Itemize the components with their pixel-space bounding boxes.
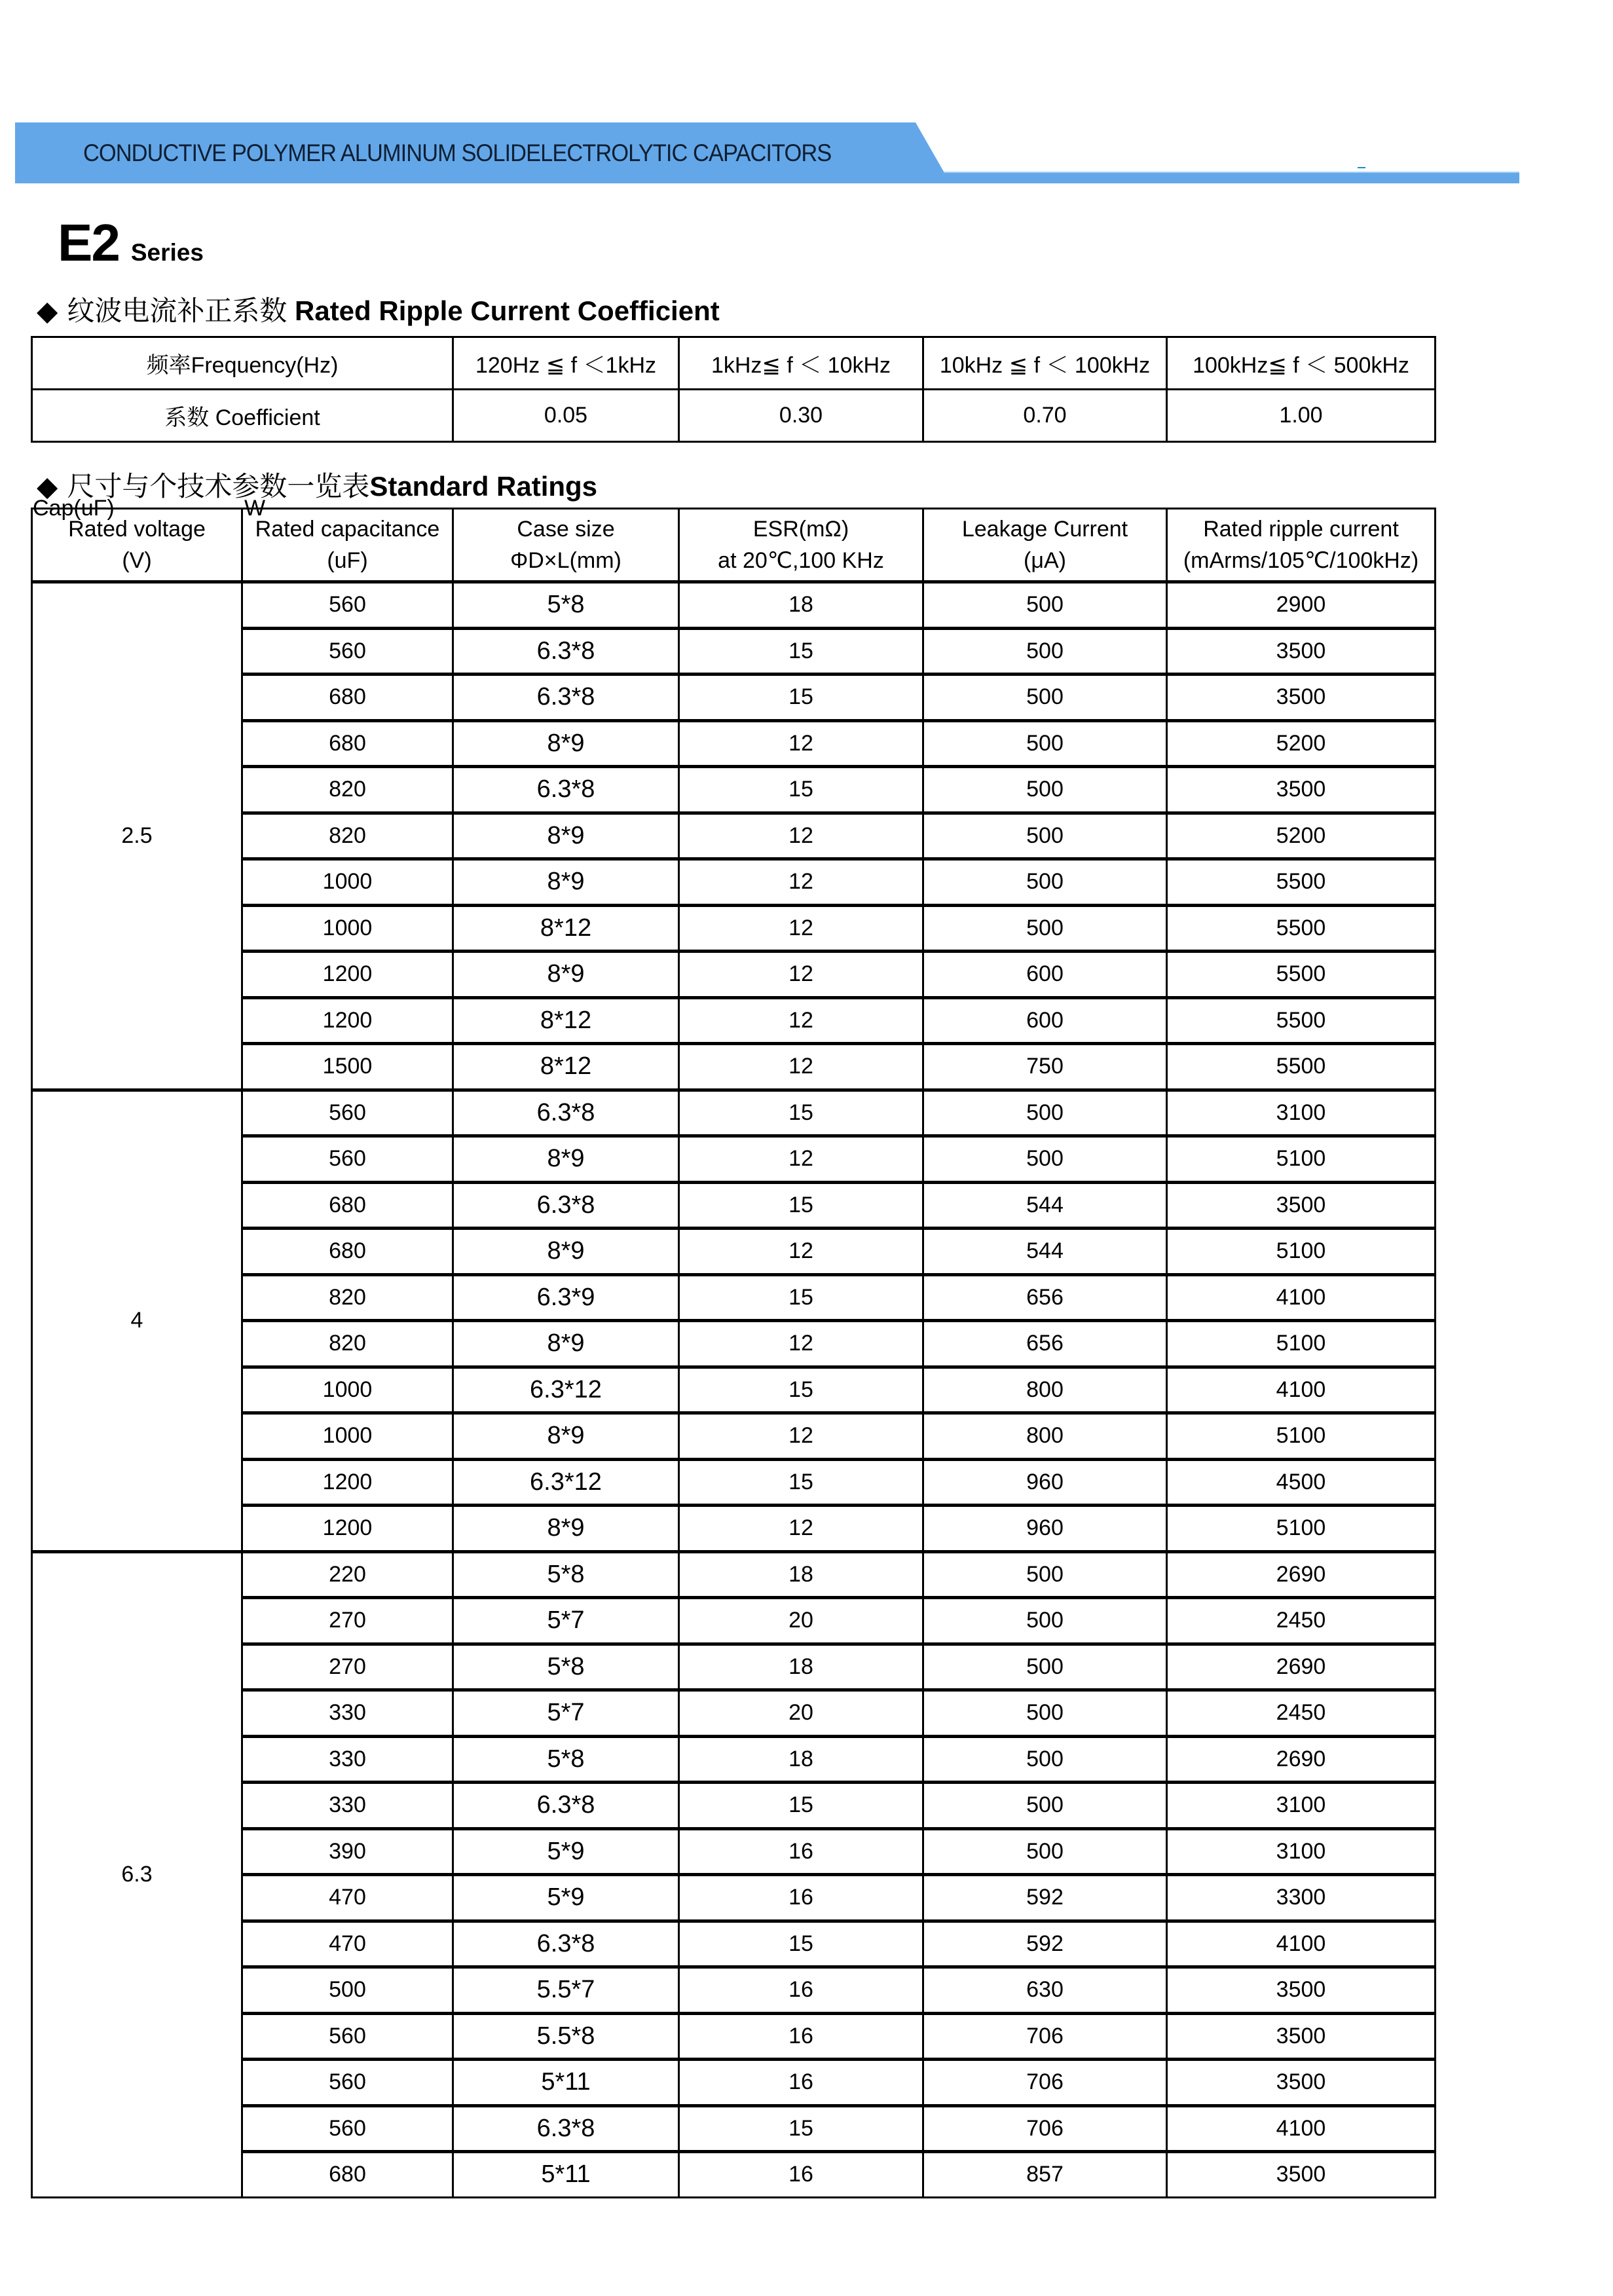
esr-cell: 12 (679, 952, 923, 998)
capacitance-cell: 560 (242, 2060, 453, 2106)
capacitance-cell: 680 (242, 2152, 453, 2198)
esr-cell: 12 (679, 1229, 923, 1275)
ripple-cell: 5500 (1167, 997, 1436, 1044)
series-name: E2 (58, 213, 119, 272)
row-label: 频率Frequency(Hz) (32, 337, 453, 390)
ripple-cell: 3500 (1167, 2152, 1436, 2198)
capacitance-cell: 820 (242, 1274, 453, 1321)
leakage-cell: 800 (923, 1413, 1167, 1460)
ripple-cell: 3500 (1167, 1967, 1436, 2014)
esr-cell: 16 (679, 2152, 923, 2198)
ripple-cell: 4100 (1167, 1367, 1436, 1413)
leakage-cell: 500 (923, 1551, 1167, 1598)
esr-cell: 12 (679, 1044, 923, 1090)
ripple-cell: 5100 (1167, 1136, 1436, 1183)
table-row (32, 1321, 1436, 1367)
table-row (32, 1921, 1436, 1967)
esr-cell: 12 (679, 720, 923, 767)
table-row (32, 2013, 1436, 2060)
ripple-cell: 2690 (1167, 1644, 1436, 1690)
leakage-cell: 656 (923, 1321, 1167, 1367)
capacitance-cell: 680 (242, 675, 453, 721)
leakage-cell: 500 (923, 1690, 1167, 1737)
case-size-cell: 6.3*8 (453, 2105, 679, 2152)
ripple-cell: 2690 (1167, 1551, 1436, 1598)
header-banner (15, 122, 1519, 183)
esr-cell: 15 (679, 1921, 923, 1967)
case-size-cell: 5*7 (453, 1598, 679, 1644)
table-row (32, 1736, 1436, 1783)
case-size-cell: 8*12 (453, 997, 679, 1044)
capacitance-cell: 470 (242, 1875, 453, 1921)
case-size-cell: 5*9 (453, 1828, 679, 1875)
table-row (32, 1459, 1436, 1506)
ripple-coefficient-heading (37, 289, 720, 329)
ripple-cell: 2690 (1167, 1736, 1436, 1783)
table-row (32, 1506, 1436, 1552)
table-row (32, 1551, 1436, 1598)
ripple-cell: 3500 (1167, 675, 1436, 721)
esr-cell: 12 (679, 905, 923, 952)
table-row (32, 952, 1436, 998)
case-size-cell: 8*9 (453, 813, 679, 859)
leakage-cell: 500 (923, 582, 1167, 629)
table-cell: 10kHz ≦ f ＜ 100kHz (923, 337, 1167, 390)
ripple-cell: 3500 (1167, 1182, 1436, 1229)
ripple-cell: 2900 (1167, 582, 1436, 629)
leakage-cell: 656 (923, 1274, 1167, 1321)
capacitance-cell: 1200 (242, 1459, 453, 1506)
table-row (32, 1274, 1436, 1321)
esr-cell: 15 (679, 1783, 923, 1829)
esr-cell: 20 (679, 1690, 923, 1737)
case-size-cell: 5.5*8 (453, 2013, 679, 2060)
table-row (32, 1136, 1436, 1183)
esr-cell: 18 (679, 1551, 923, 1598)
esr-cell: 18 (679, 1644, 923, 1690)
capacitance-cell: 1000 (242, 1413, 453, 1460)
leakage-cell: 706 (923, 2060, 1167, 2106)
leakage-cell: 706 (923, 2013, 1167, 2060)
diamond-bullet-icon: ◆ (37, 295, 58, 326)
case-size-cell: 5*8 (453, 1736, 679, 1783)
table-row (32, 1090, 1436, 1136)
ripple-cell: 5100 (1167, 1413, 1436, 1460)
esr-cell: 20 (679, 1598, 923, 1644)
esr-cell: 15 (679, 2105, 923, 2152)
capacitance-cell: 1200 (242, 1506, 453, 1552)
column-header-leakage: Leakage Current (μA) (923, 509, 1167, 582)
case-size-cell: 8*9 (453, 1413, 679, 1460)
case-size-cell: 8*9 (453, 1506, 679, 1552)
coefficient-row (32, 390, 1436, 442)
case-size-cell: 5*8 (453, 582, 679, 629)
leakage-cell: 500 (923, 1736, 1167, 1783)
table-row (32, 813, 1436, 859)
leakage-cell: 600 (923, 997, 1167, 1044)
rated-voltage-cell: 2.5 (32, 582, 242, 1090)
capacitance-cell: 820 (242, 1321, 453, 1367)
ripple-cell: 5500 (1167, 905, 1436, 952)
case-size-cell: 6.3*8 (453, 1921, 679, 1967)
cap-overlay-label: Cap(uF) (33, 496, 115, 521)
ripple-cell: 5100 (1167, 1229, 1436, 1275)
leakage-cell: 500 (923, 1136, 1167, 1183)
esr-cell: 15 (679, 1367, 923, 1413)
ripple-cell: 2450 (1167, 1690, 1436, 1737)
case-size-cell: 6.3*9 (453, 1274, 679, 1321)
table-cell: 1.00 (1167, 390, 1436, 442)
table-row (32, 2060, 1436, 2106)
ripple-cell: 5500 (1167, 1044, 1436, 1090)
diamond-bullet-icon: ◆ (37, 471, 58, 502)
leakage-cell: 592 (923, 1921, 1167, 1967)
ripple-cell: 3500 (1167, 767, 1436, 813)
capacitance-cell: 1500 (242, 1044, 453, 1090)
table-row (32, 1229, 1436, 1275)
capacitance-cell: 390 (242, 1828, 453, 1875)
capacitance-cell: 560 (242, 1136, 453, 1183)
capacitance-cell: 330 (242, 1783, 453, 1829)
ripple-cell: 3300 (1167, 1875, 1436, 1921)
esr-cell: 15 (679, 1274, 923, 1321)
capacitance-cell: 560 (242, 1090, 453, 1136)
leakage-cell: 592 (923, 1875, 1167, 1921)
ripple-cell: 4100 (1167, 1921, 1436, 1967)
capacitance-cell: 1000 (242, 859, 453, 906)
esr-cell: 12 (679, 813, 923, 859)
leakage-cell: 706 (923, 2105, 1167, 2152)
ripple-cell: 3100 (1167, 1828, 1436, 1875)
leakage-cell: 750 (923, 1044, 1167, 1090)
column-header-ripple: Rated ripple current (mArms/105℃/100kHz) (1167, 509, 1436, 582)
case-size-cell: 5*9 (453, 1875, 679, 1921)
ripple-cell: 5500 (1167, 952, 1436, 998)
header-row (32, 509, 1436, 582)
ripple-cell: 4100 (1167, 1274, 1436, 1321)
capacitance-cell: 820 (242, 767, 453, 813)
leakage-cell: 500 (923, 675, 1167, 721)
esr-cell: 18 (679, 582, 923, 629)
standard-ratings-heading (37, 465, 597, 504)
case-size-cell: 8*12 (453, 905, 679, 952)
ripple-cell: 4100 (1167, 2105, 1436, 2152)
table-row (32, 859, 1436, 906)
capacitance-cell: 560 (242, 582, 453, 629)
column-header-capacitance: Rated capacitance (uF) (242, 509, 453, 582)
table-row (32, 1783, 1436, 1829)
esr-cell: 16 (679, 2060, 923, 2106)
table-row (32, 1367, 1436, 1413)
table-row (32, 1182, 1436, 1229)
case-size-cell: 6.3*8 (453, 1090, 679, 1136)
capacitance-cell: 560 (242, 2013, 453, 2060)
case-size-cell: 8*9 (453, 1229, 679, 1275)
w-overlay-label: W (244, 496, 266, 521)
table-row (32, 675, 1436, 721)
esr-cell: 15 (679, 767, 923, 813)
esr-cell: 12 (679, 859, 923, 906)
case-size-cell: 6.3*8 (453, 1783, 679, 1829)
table-cell: 0.70 (923, 390, 1167, 442)
leakage-cell: 544 (923, 1229, 1167, 1275)
ripple-cell: 3100 (1167, 1783, 1436, 1829)
leakage-cell: 500 (923, 1644, 1167, 1690)
esr-cell: 16 (679, 1828, 923, 1875)
esr-cell: 15 (679, 1090, 923, 1136)
series-title (58, 213, 204, 273)
case-size-cell: 6.3*12 (453, 1367, 679, 1413)
table-cell: 0.05 (453, 390, 679, 442)
ripple-cell: 5500 (1167, 859, 1436, 906)
capacitance-cell: 820 (242, 813, 453, 859)
rated-voltage-cell: 4 (32, 1090, 242, 1551)
heading-cn: 纹波电流补正系数 (67, 295, 287, 326)
banner-title: CONDUCTIVE POLYMER ALUMINUM SOLIDELECTROLYTIC CAPACITORS (83, 139, 832, 166)
capacitance-cell: 1000 (242, 1367, 453, 1413)
table-row (32, 2105, 1436, 2152)
table-row (32, 2152, 1436, 2198)
esr-cell: 12 (679, 1413, 923, 1460)
ripple-cell: 3500 (1167, 2060, 1436, 2106)
capacitance-cell: 470 (242, 1921, 453, 1967)
esr-cell: 12 (679, 997, 923, 1044)
table-row (32, 997, 1436, 1044)
leakage-cell: 500 (923, 905, 1167, 952)
capacitance-cell: 560 (242, 628, 453, 675)
case-size-cell: 8*9 (453, 859, 679, 906)
table-row (32, 905, 1436, 952)
capacitance-cell: 680 (242, 1229, 453, 1275)
esr-cell: 12 (679, 1321, 923, 1367)
capacitance-cell: 560 (242, 2105, 453, 2152)
case-size-cell: 6.3*8 (453, 767, 679, 813)
ripple-cell: 5100 (1167, 1506, 1436, 1552)
case-size-cell: 8*12 (453, 1044, 679, 1090)
case-size-cell: 6.3*12 (453, 1459, 679, 1506)
case-size-cell: 5*8 (453, 1551, 679, 1598)
esr-cell: 18 (679, 1736, 923, 1783)
leakage-cell: 500 (923, 1783, 1167, 1829)
table-row (32, 1828, 1436, 1875)
leakage-cell: 800 (923, 1367, 1167, 1413)
leakage-cell: 500 (923, 1598, 1167, 1644)
leakage-cell: 857 (923, 2152, 1167, 2198)
capacitance-cell: 1000 (242, 905, 453, 952)
leakage-cell: 600 (923, 952, 1167, 998)
leakage-cell: 500 (923, 767, 1167, 813)
capacitance-cell: 220 (242, 1551, 453, 1598)
capacitance-cell: 1200 (242, 952, 453, 998)
column-header-voltage: Rated voltage (V) (32, 509, 242, 582)
capacitance-cell: 270 (242, 1644, 453, 1690)
capacitance-cell: 680 (242, 720, 453, 767)
ripple-cell: 5200 (1167, 813, 1436, 859)
case-size-cell: 6.3*8 (453, 628, 679, 675)
frequency-row (32, 337, 1436, 390)
esr-cell: 15 (679, 628, 923, 675)
standard-ratings-table (31, 508, 1436, 2198)
table-row (32, 1413, 1436, 1460)
esr-cell: 16 (679, 1875, 923, 1921)
table-row (32, 1644, 1436, 1690)
esr-cell: 15 (679, 675, 923, 721)
heading-cn: 尺寸与个技术参数一览表 (67, 471, 370, 502)
table-row (32, 582, 1436, 629)
ripple-cell: 3500 (1167, 628, 1436, 675)
table-row (32, 1875, 1436, 1921)
leakage-cell: 500 (923, 628, 1167, 675)
capacitance-cell: 680 (242, 1182, 453, 1229)
case-size-cell: 8*9 (453, 1321, 679, 1367)
column-header-case-size: Case size ΦD×L(mm) (453, 509, 679, 582)
case-size-cell: 5*8 (453, 1644, 679, 1690)
column-header-esr: ESR(mΩ) at 20℃,100 KHz (679, 509, 923, 582)
table-cell: 120Hz ≦ f ＜1kHz (453, 337, 679, 390)
capacitance-cell: 330 (242, 1690, 453, 1737)
case-size-cell: 6.3*8 (453, 675, 679, 721)
esr-cell: 16 (679, 1967, 923, 2014)
capacitance-cell: 270 (242, 1598, 453, 1644)
row-label: 系数 Coefficient (32, 390, 453, 442)
esr-cell: 12 (679, 1136, 923, 1183)
table-cell: 100kHz≦ f ＜ 500kHz (1167, 337, 1436, 390)
table-row (32, 720, 1436, 767)
table-cell: 1kHz≦ f ＜ 10kHz (679, 337, 923, 390)
ripple-cell: 2450 (1167, 1598, 1436, 1644)
leakage-cell: 630 (923, 1967, 1167, 2014)
capacitance-cell: 330 (242, 1736, 453, 1783)
table-row (32, 628, 1436, 675)
ripple-cell: 4500 (1167, 1459, 1436, 1506)
ripple-cell: 5100 (1167, 1321, 1436, 1367)
table-row (32, 767, 1436, 813)
case-size-cell: 5*11 (453, 2152, 679, 2198)
esr-cell: 15 (679, 1182, 923, 1229)
table-row (32, 1690, 1436, 1737)
esr-cell: 12 (679, 1506, 923, 1552)
case-size-cell: 5*11 (453, 2060, 679, 2106)
series-label: Series (130, 239, 204, 266)
table-row (32, 1598, 1436, 1644)
case-size-cell: 6.3*8 (453, 1182, 679, 1229)
esr-cell: 15 (679, 1459, 923, 1506)
capacitance-cell: 1200 (242, 997, 453, 1044)
case-size-cell: 8*9 (453, 1136, 679, 1183)
leakage-cell: 500 (923, 1090, 1167, 1136)
leakage-cell: 500 (923, 813, 1167, 859)
table-cell: 0.30 (679, 390, 923, 442)
table-row (32, 1967, 1436, 2014)
case-size-cell: 8*9 (453, 952, 679, 998)
heading-en: Rated Ripple Current Coefficient (295, 295, 720, 326)
heading-en: Standard Ratings (369, 471, 598, 502)
table-row (32, 1044, 1436, 1090)
case-size-cell: 8*9 (453, 720, 679, 767)
ripple-cell: 3500 (1167, 2013, 1436, 2060)
leakage-cell: 500 (923, 1828, 1167, 1875)
rated-voltage-cell: 6.3 (32, 1551, 242, 2197)
leakage-cell: 960 (923, 1459, 1167, 1506)
ripple-cell: 3100 (1167, 1090, 1436, 1136)
ripple-cell: 5200 (1167, 720, 1436, 767)
leakage-cell: 500 (923, 720, 1167, 767)
leakage-cell: 544 (923, 1182, 1167, 1229)
ripple-coefficient-table (31, 336, 1436, 443)
esr-cell: 16 (679, 2013, 923, 2060)
capacitance-cell: 500 (242, 1967, 453, 2014)
case-size-cell: 5.5*7 (453, 1967, 679, 2014)
leakage-cell: 500 (923, 859, 1167, 906)
leakage-cell: 960 (923, 1506, 1167, 1552)
case-size-cell: 5*7 (453, 1690, 679, 1737)
